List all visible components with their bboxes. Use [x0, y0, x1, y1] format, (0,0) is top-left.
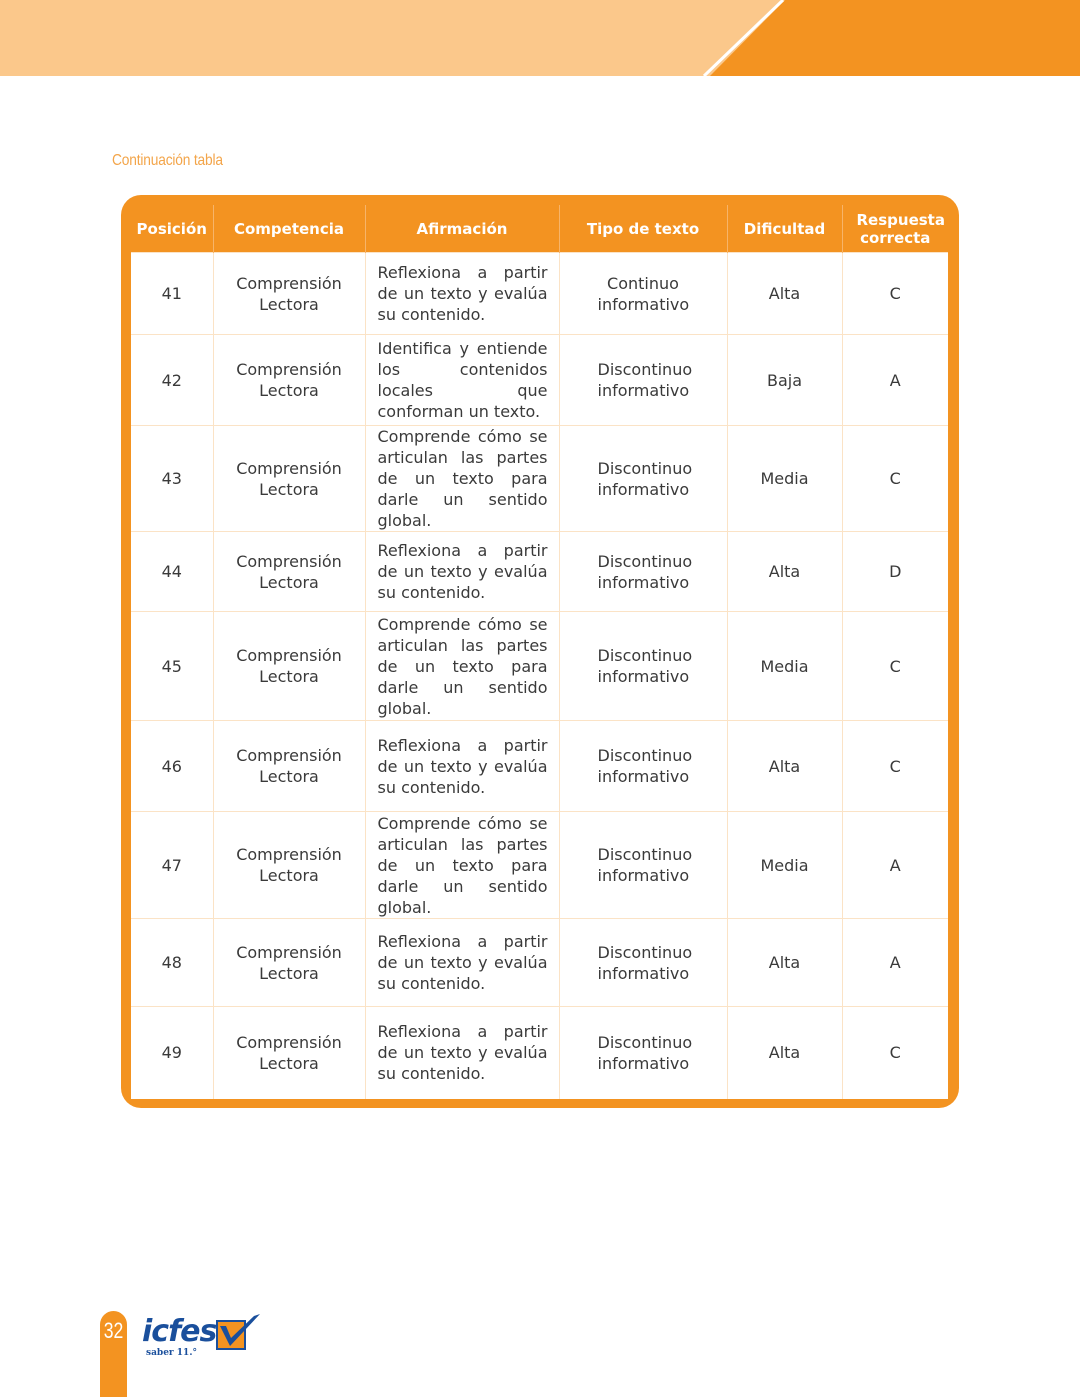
cell-posicion: 42	[131, 335, 213, 426]
cell-dificultad: Media	[727, 612, 842, 721]
cell-respuesta: C	[842, 612, 948, 721]
table-caption: Continuación tabla	[112, 152, 223, 169]
checkmark-icon	[214, 1312, 262, 1352]
cell-tipo-texto: Continuo informativo	[559, 253, 727, 335]
table-row	[131, 532, 948, 612]
cell-dificultad: Alta	[727, 532, 842, 612]
cell-afirmacion: Reflexiona a partir de un texto y evalúa su contenido.	[365, 721, 559, 812]
results-table	[131, 205, 948, 1099]
cell-dificultad: Media	[727, 812, 842, 919]
table-row	[131, 812, 948, 919]
table-header-row	[131, 205, 948, 253]
cell-competencia: Comprensión Lectora	[213, 812, 365, 919]
cell-competencia: Comprensión Lectora	[213, 721, 365, 812]
cell-posicion: 44	[131, 532, 213, 612]
cell-dificultad: Alta	[727, 919, 842, 1007]
cell-tipo-texto: Discontinuo informativo	[559, 335, 727, 426]
cell-afirmacion: Comprende cómo se articulan las partes de un texto para darle un sentido global.	[365, 812, 559, 919]
icfes-logo	[142, 1312, 262, 1362]
table-row	[131, 426, 948, 532]
cell-respuesta: C	[842, 1007, 948, 1099]
logo-subtitle: saber 11.°	[146, 1348, 197, 1358]
cell-respuesta: C	[842, 721, 948, 812]
cell-respuesta: A	[842, 919, 948, 1007]
cell-afirmacion: Reflexiona a partir de un texto y evalúa su contenido.	[365, 1007, 559, 1099]
cell-afirmacion: Reflexiona a partir de un texto y evalúa su contenido.	[365, 253, 559, 335]
cell-competencia: Comprensión Lectora	[213, 919, 365, 1007]
cell-respuesta: D	[842, 532, 948, 612]
column-header-tipo-texto: Tipo de texto	[559, 205, 727, 253]
cell-competencia: Comprensión Lectora	[213, 1007, 365, 1099]
table-row	[131, 919, 948, 1007]
cell-dificultad: Baja	[727, 335, 842, 426]
cell-competencia: Comprensión Lectora	[213, 253, 365, 335]
cell-posicion: 47	[131, 812, 213, 919]
cell-respuesta: A	[842, 812, 948, 919]
header-banner-accent	[0, 0, 1080, 76]
column-header-competencia: Competencia	[213, 205, 365, 253]
cell-dificultad: Alta	[727, 1007, 842, 1099]
cell-tipo-texto: Discontinuo informativo	[559, 812, 727, 919]
cell-competencia: Comprensión Lectora	[213, 532, 365, 612]
cell-respuesta: A	[842, 335, 948, 426]
cell-afirmacion: Comprende cómo se articulan las partes de un texto para darle un sentido global.	[365, 426, 559, 532]
cell-respuesta: C	[842, 253, 948, 335]
cell-tipo-texto: Discontinuo informativo	[559, 612, 727, 721]
column-header-respuesta: Respuesta correcta	[842, 205, 948, 253]
cell-tipo-texto: Discontinuo informativo	[559, 426, 727, 532]
table-row	[131, 1007, 948, 1099]
cell-afirmacion: Identifica y entiende los contenidos locales que conforman un texto.	[365, 335, 559, 426]
cell-tipo-texto: Discontinuo informativo	[559, 532, 727, 612]
column-header-dificultad: Dificultad	[727, 205, 842, 253]
cell-dificultad: Alta	[727, 253, 842, 335]
table-row	[131, 253, 948, 335]
cell-tipo-texto: Discontinuo informativo	[559, 919, 727, 1007]
logo-wordmark: icfes	[142, 1314, 217, 1349]
cell-competencia: Comprensión Lectora	[213, 612, 365, 721]
cell-tipo-texto: Discontinuo informativo	[559, 1007, 727, 1099]
cell-posicion: 48	[131, 919, 213, 1007]
column-header-posicion: Posición	[131, 205, 213, 253]
cell-dificultad: Alta	[727, 721, 842, 812]
table-row	[131, 335, 948, 426]
cell-competencia: Comprensión Lectora	[213, 335, 365, 426]
table-row	[131, 612, 948, 721]
cell-respuesta: C	[842, 426, 948, 532]
table-row	[131, 721, 948, 812]
column-header-afirmacion: Afirmación	[365, 205, 559, 253]
cell-posicion: 41	[131, 253, 213, 335]
cell-posicion: 49	[131, 1007, 213, 1099]
cell-posicion: 45	[131, 612, 213, 721]
page-number: 32	[103, 1318, 124, 1343]
cell-posicion: 43	[131, 426, 213, 532]
cell-afirmacion: Reflexiona a partir de un texto y evalúa su contenido.	[365, 532, 559, 612]
cell-posicion: 46	[131, 721, 213, 812]
cell-competencia: Comprensión Lectora	[213, 426, 365, 532]
cell-afirmacion: Comprende cómo se articulan las partes de un texto para darle un sentido global.	[365, 612, 559, 721]
cell-afirmacion: Reflexiona a partir de un texto y evalúa su contenido.	[365, 919, 559, 1007]
cell-tipo-texto: Discontinuo informativo	[559, 721, 727, 812]
cell-dificultad: Media	[727, 426, 842, 532]
